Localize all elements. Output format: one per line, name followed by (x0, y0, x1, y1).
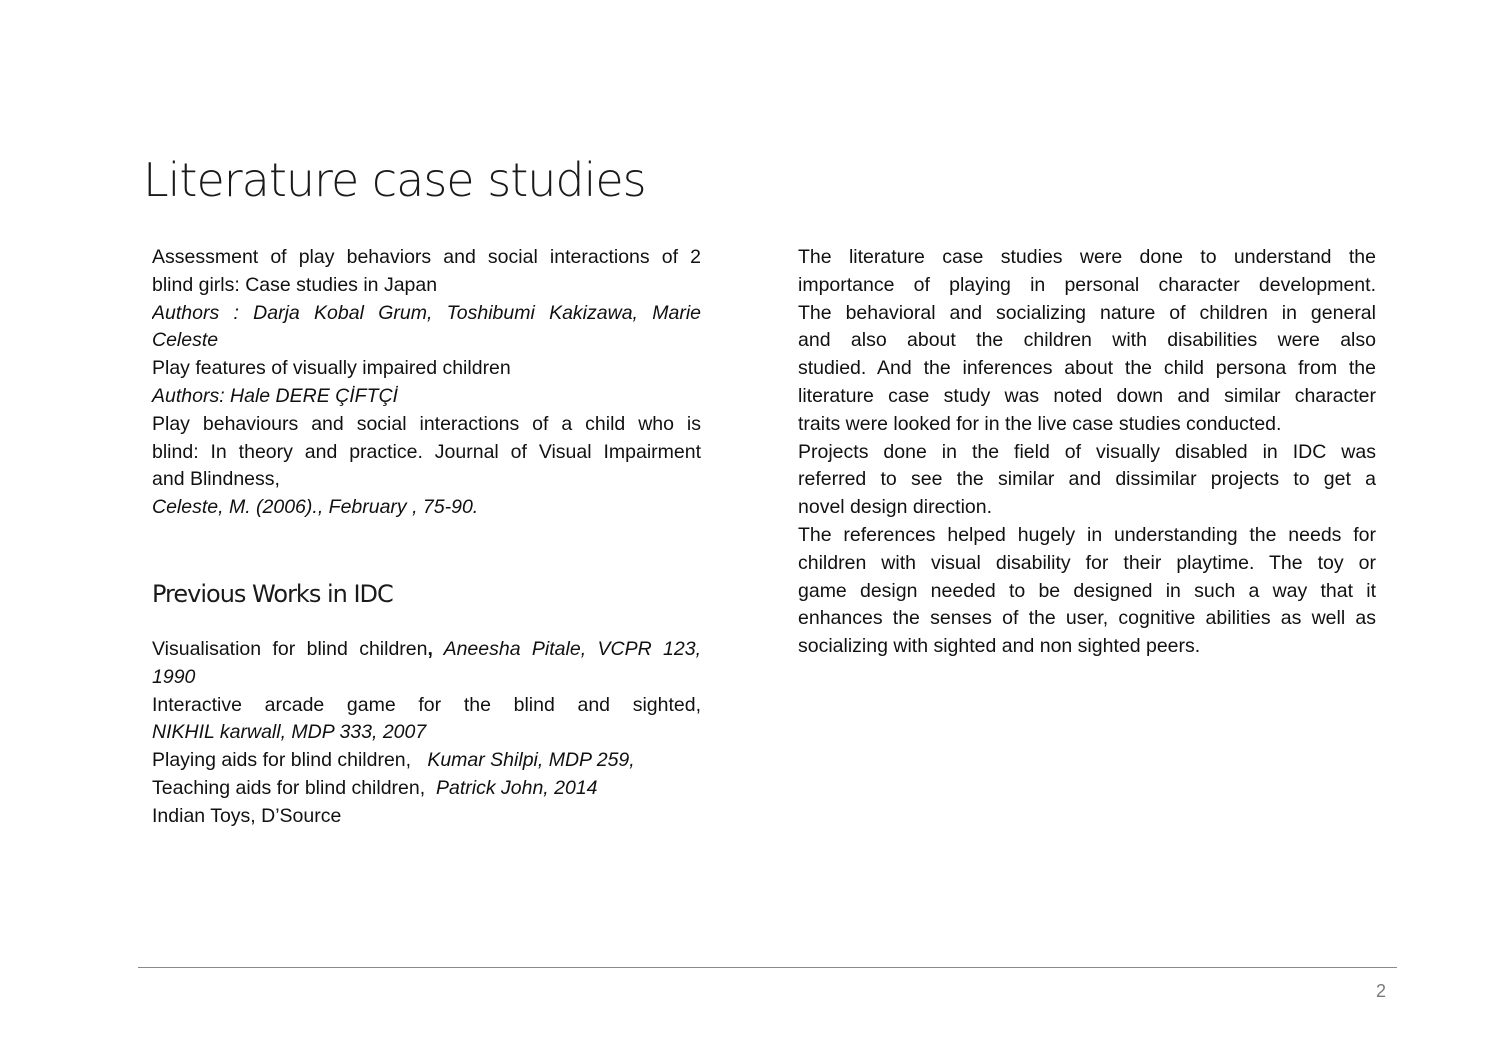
reference-1-authors-line-2: Celeste (152, 329, 219, 352)
summary-p1-line-4: and also about the children with disabilities were also (798, 329, 1376, 352)
previous-work-1-meta-line-2: 1990 (152, 665, 196, 688)
reference-2-title: Play features of visually impaired children (152, 357, 511, 380)
previous-work-5: Indian Toys, D’Source (152, 804, 342, 827)
previous-works-heading: Previous Works in IDC (152, 580, 393, 608)
previous-work-3-meta: Kumar Shilpi, MDP 259, (427, 749, 635, 772)
summary-p3-line-3: game design needed to be designed in such a way that it (798, 579, 1376, 602)
previous-work-1-line-1 (152, 636, 701, 664)
summary-text (798, 244, 1376, 661)
summary-p3-line-2: children with visual disability for their playtime. The toy or (798, 551, 1376, 574)
page-title: Literature case studies (143, 153, 646, 207)
summary-p3-line-5: socializing with sighted and non sighted peers. (798, 635, 1201, 658)
previous-work-4 (152, 775, 701, 803)
summary-p2-line-3: novel design direction. (798, 496, 993, 519)
previous-work-3-title: Playing aids for blind children, (152, 749, 428, 772)
previous-work-1-meta: Aneesha Pitale, VCPR 123, (432, 638, 701, 660)
previous-work-1-title: Visualisation for blind children (152, 638, 428, 660)
summary-p1-line-3: The behavioral and socializing nature of children in general (798, 301, 1376, 324)
previous-work-4-meta: Patrick John, 2014 (436, 776, 598, 799)
summary-p1-line-7: traits were looked for in the live case studies conducted. (798, 412, 1282, 435)
previous-work-2-meta: NIKHIL karwall, MDP 333, 2007 (152, 721, 427, 744)
summary-p3-line-1: The references helped hugely in understanding the needs for (798, 523, 1376, 546)
summary-p1-line-2: importance of playing in personal character development. (798, 273, 1376, 296)
reference-3-title-line-2: blind: In theory and practice. Journal of Visual Impairment (152, 440, 701, 463)
summary-p2-line-1: Projects done in the field of visually disabled in IDC was (798, 440, 1376, 463)
reference-3-citation: Celeste, M. (2006)., February , 75-90. (152, 496, 479, 519)
previous-work-4-title: Teaching aids for blind children, (152, 776, 436, 799)
previous-work-1-separator: , (427, 638, 433, 660)
summary-p2-line-2: referred to see the similar and dissimilar projects to get a (798, 468, 1376, 491)
footer-divider (138, 967, 1397, 968)
reference-3-title-line-1: Play behaviours and social interactions of a child who is (152, 412, 701, 435)
reference-1-title-line-2: blind girls: Case studies in Japan (152, 273, 438, 296)
previous-work-3 (152, 747, 701, 775)
summary-p1-line-5: studied. And the inferences about the child persona from the (798, 357, 1376, 380)
summary-p1-line-1: The literature case studies were done to understand the (798, 246, 1376, 268)
previous-works-list (152, 636, 701, 831)
summary-p1-line-6: literature case study was noted down and similar character (798, 384, 1376, 407)
references-list (152, 244, 701, 522)
reference-1-authors-line-1: Authors : Darja Kobal Grum, Toshibumi Kakizawa, Marie (152, 301, 701, 324)
summary-p3-line-4: enhances the senses of the user, cognitive abilities as well as (798, 607, 1376, 630)
page-number: 2 (1375, 981, 1386, 1001)
reference-3-title-line-3: and Blindness, (152, 468, 280, 491)
previous-work-2-title: Interactive arcade game for the blind and sighted, (152, 693, 701, 716)
reference-1-title-line-1: Assessment of play behaviors and social interactions of 2 (152, 246, 701, 268)
reference-2-authors: Authors: Hale DERE ÇİFTÇİ (152, 384, 398, 407)
